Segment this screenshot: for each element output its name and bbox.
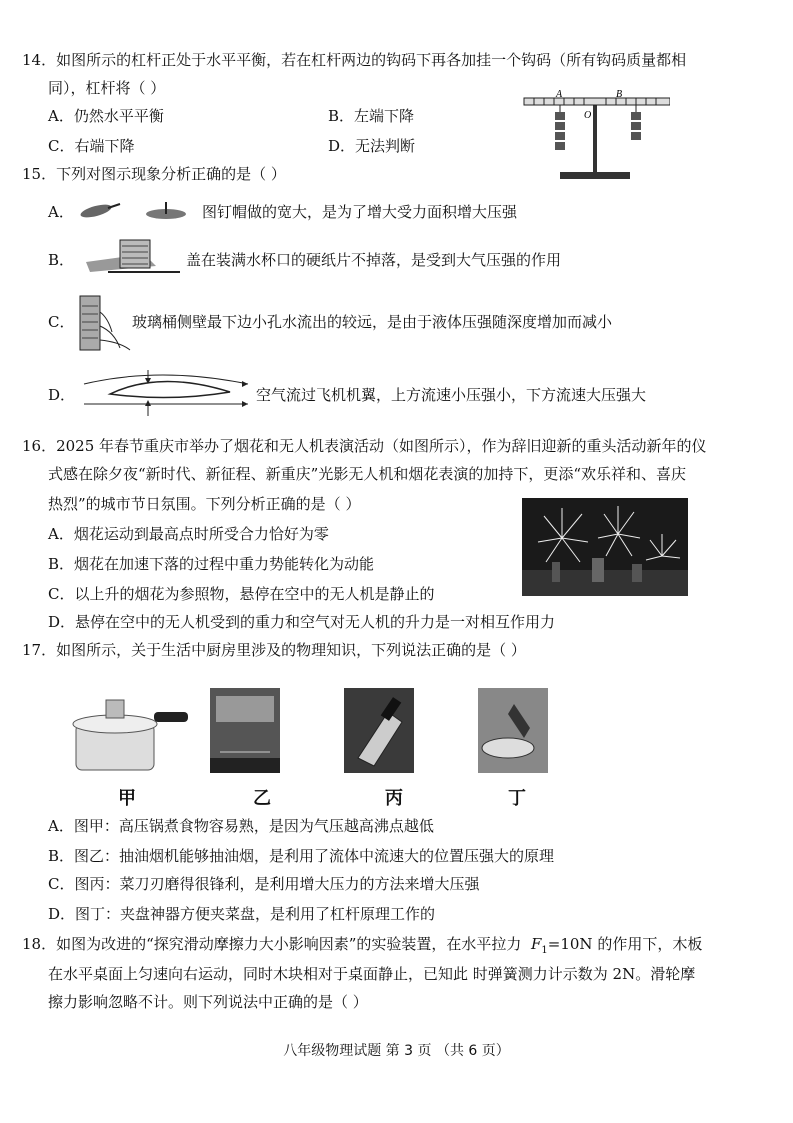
q14-stem-line2: 同），杠杆将（ ） xyxy=(48,79,166,97)
q17-option-b: B．图乙：抽油烟机能够抽油烟，是利用了流体中流速大的位置压强大的原理 xyxy=(48,847,555,865)
q18-stem-line1-a: 18．如图为改进的“探究滑动摩擦力大小影响因素”的实验装置，在水平拉力 xyxy=(22,935,522,953)
q15-option-a-text: 图钉帽做的宽大，是为了增大受力面积增大压强 xyxy=(202,203,518,221)
q17-option-a: A．图甲：高压锅煮食物容易熟，是因为气压越高沸点越低 xyxy=(48,817,434,835)
q15-option-d-letter: D． xyxy=(48,386,76,404)
caption-bing: 丙 xyxy=(385,788,403,809)
q14-option-d: D．无法判断 xyxy=(328,137,416,155)
lever-figure xyxy=(520,86,670,180)
q16-stem-line1: 16．2025 年春节重庆市举办了烟花和无人机表演活动（如图所示），作为辞旧迎新的重头活动新年的仪 xyxy=(22,437,707,455)
page-footer: 八年级物理试题 第 3 页 （共 6 页） xyxy=(283,1043,510,1059)
q15-option-b-letter: B． xyxy=(48,251,75,269)
q16-option-d: D．悬停在空中的无人机受到的重力和空气对无人机的升力是一对相互作用力 xyxy=(48,613,556,631)
caption-ding: 丁 xyxy=(508,788,526,809)
q14-stem-line1: 14．如图所示的杠杆正处于水平平衡，若在杠杆两边的钩码下再各加挂一个钩码（所有钩码质量都相 xyxy=(22,51,687,69)
q14-option-b: B．左端下降 xyxy=(328,107,415,125)
thumbtack-figure xyxy=(76,198,200,224)
airplane-wing-figure xyxy=(80,368,256,418)
cup-paper-figure xyxy=(84,236,184,280)
q15-option-b-text: 盖在装满水杯口的硬纸片不掉落，是受到大气压强的作用 xyxy=(186,251,562,269)
q15-option-d-text: 空气流过飞机机翼，上方流速小压强小，下方流速大压强大 xyxy=(256,386,647,404)
q18-stem-line1 xyxy=(22,934,702,961)
q15-stem: 15．下列对图示现象分析正确的是（ ） xyxy=(22,165,286,183)
fireworks-photo xyxy=(522,498,688,596)
plate-clip-image xyxy=(478,688,548,773)
q16-stem-line3: 热烈”的城市节日氛围。下列分析正确的是（ ） xyxy=(48,495,361,513)
pressure-cooker-image xyxy=(68,690,192,774)
q16-option-c: C．以上升的烟花为参照物，悬停在空中的无人机是静止的 xyxy=(48,585,435,603)
q17-option-c: C．图丙：菜刀刃磨得很锋利，是利用增大压力的方法来增大压强 xyxy=(48,875,480,893)
q14-option-a: A．仍然水平平衡 xyxy=(48,107,164,125)
q17-stem: 17．如图所示，关于生活中厨房里涉及的物理知识，下列说法正确的是（ ） xyxy=(22,641,526,659)
lever-label-a: A xyxy=(556,89,563,100)
q15-option-a-letter: A． xyxy=(48,203,74,221)
kitchen-knife-image xyxy=(344,688,414,773)
q16-option-b: B．烟花在加速下落的过程中重力势能转化为动能 xyxy=(48,555,375,573)
lever-label-b: B xyxy=(616,89,623,100)
q18-force-subscript: 1 xyxy=(541,945,548,956)
q15-option-c-text: 玻璃桶侧壁最下边小孔水流出的较远，是由于液体压强随深度增加而减小 xyxy=(132,313,613,331)
q16-stem-line2: 式感在除夕夜“新时代、新征程、新重庆”光影无人机和烟花表演的加持下，更添“欢乐祥和、喜庆 xyxy=(48,465,687,483)
lever-label-o: O xyxy=(584,110,592,121)
q17-option-d: D．图丁：夹盘神器方便夹菜盘，是利用了杠杆原理工作的 xyxy=(48,905,436,923)
q14-option-c: C．右端下降 xyxy=(48,137,135,155)
q18-stem-line3: 擦力影响忽略不计。则下列说法中正确的是（ ） xyxy=(48,993,368,1011)
caption-yi: 乙 xyxy=(253,788,271,809)
q15-option-c-letter: C． xyxy=(48,313,75,331)
q18-stem-line2: 在水平桌面上匀速向右运动，同时木块相对于桌面静止，已知此 时弹簧测力计示数为 2N。滑轮摩 xyxy=(48,965,696,983)
q16-option-a: A．烟花运动到最高点时所受合力恰好为零 xyxy=(48,525,329,543)
q18-force-symbol: F xyxy=(530,935,542,953)
q18-stem-line1-b: =10N 的作用下，木板 xyxy=(547,935,703,953)
water-bucket-figure xyxy=(76,292,136,354)
caption-jia: 甲 xyxy=(118,788,136,809)
range-hood-image xyxy=(210,688,280,773)
